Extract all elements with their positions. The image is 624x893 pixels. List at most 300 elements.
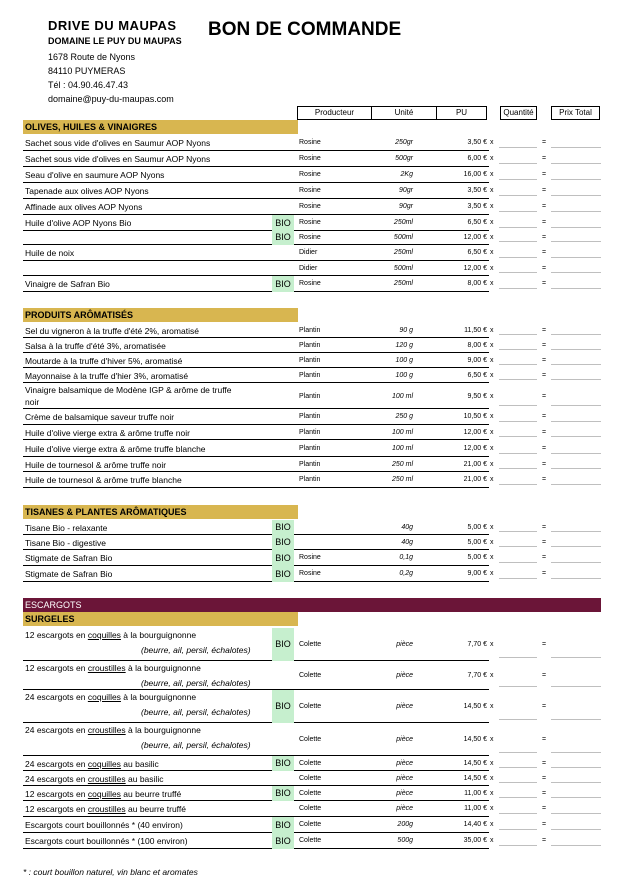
row-divider bbox=[23, 291, 489, 292]
unit-price: 8,00 € bbox=[467, 342, 487, 349]
unit-price: 9,50 € bbox=[467, 393, 487, 400]
producer: Rosine bbox=[299, 171, 321, 178]
producer: Colette bbox=[299, 805, 322, 812]
quantity-field[interactable] bbox=[499, 719, 537, 720]
total-field[interactable] bbox=[551, 436, 601, 437]
producer: Rosine bbox=[299, 187, 321, 194]
total-field[interactable] bbox=[551, 562, 601, 563]
product-name: Sel du vigneron à la truffe d'été 2%, aromatisé bbox=[25, 326, 199, 336]
equals-sign: = bbox=[542, 821, 547, 828]
unit-price: 12,00 € bbox=[463, 429, 487, 436]
product-detail: (beurre, ail, persil, échalotes) bbox=[141, 707, 251, 717]
quantity-field[interactable] bbox=[499, 531, 537, 532]
producer: Plantin bbox=[299, 372, 321, 379]
times-sign: x bbox=[490, 672, 494, 679]
unit-price: 35,00 € bbox=[463, 837, 487, 844]
unit-price: 6,50 € bbox=[467, 372, 487, 379]
quantity-field[interactable] bbox=[499, 767, 537, 768]
product-name: Escargots court bouillonnés * (40 environ) bbox=[25, 820, 183, 830]
times-sign: x bbox=[490, 760, 494, 767]
total-field[interactable] bbox=[551, 453, 601, 454]
quantity-field[interactable] bbox=[499, 334, 537, 335]
unit: 100 g bbox=[395, 372, 413, 379]
product-name: Huile de noix bbox=[25, 248, 75, 258]
product-row bbox=[23, 817, 601, 833]
total-field[interactable] bbox=[551, 484, 601, 485]
bio-badge: BIO bbox=[272, 215, 294, 231]
times-sign: x bbox=[490, 775, 494, 782]
product-row bbox=[23, 723, 601, 756]
times-sign: x bbox=[490, 139, 494, 146]
total-field[interactable] bbox=[551, 334, 601, 335]
address-city: 84110 PUYMERAS bbox=[48, 66, 126, 76]
unit-price: 11,50 € bbox=[464, 327, 487, 334]
product-name-part: 24 escargots en bbox=[25, 774, 88, 784]
total-field[interactable] bbox=[551, 686, 601, 687]
equals-sign: = bbox=[542, 203, 547, 210]
times-sign: x bbox=[490, 203, 494, 210]
address-street: 1678 Route de Nyons bbox=[48, 52, 136, 62]
total-field[interactable] bbox=[551, 845, 601, 846]
unit: 90gr bbox=[398, 187, 413, 194]
total-field[interactable] bbox=[551, 578, 601, 579]
product-name: Moutarde à la truffe d'hiver 5%, aromatisé bbox=[25, 356, 183, 366]
unit-price: 9,00 € bbox=[467, 570, 487, 577]
quantity-field[interactable] bbox=[499, 195, 537, 196]
total-field[interactable] bbox=[551, 379, 601, 380]
equals-sign: = bbox=[542, 760, 547, 767]
equals-sign: = bbox=[542, 280, 547, 287]
unit: pièce bbox=[396, 703, 413, 710]
unit-price: 21,00 € bbox=[463, 476, 487, 483]
unit: 40g bbox=[401, 524, 413, 531]
product-row bbox=[23, 520, 601, 535]
times-sign: x bbox=[490, 265, 494, 272]
product-name-part: à la bourguignonne bbox=[125, 663, 201, 673]
product-name bbox=[25, 789, 181, 799]
producer: Plantin bbox=[299, 342, 321, 349]
unit: pièce bbox=[396, 775, 413, 782]
unit-price: 11,00 € bbox=[464, 805, 487, 812]
product-row bbox=[23, 368, 601, 383]
unit: 0,2g bbox=[399, 570, 413, 577]
total-field[interactable] bbox=[551, 257, 601, 258]
total-field[interactable] bbox=[551, 405, 601, 406]
times-sign: x bbox=[490, 413, 494, 420]
times-sign: x bbox=[490, 393, 494, 400]
unit: 40g bbox=[401, 539, 413, 546]
product-row bbox=[23, 261, 601, 276]
product-name-part: au beurre truffé bbox=[120, 789, 182, 799]
unit: 500ml bbox=[393, 265, 413, 272]
unit: 100 ml bbox=[391, 393, 413, 400]
unit-price: 12,00 € bbox=[463, 234, 487, 241]
unit: 250 ml bbox=[391, 476, 413, 483]
bio-badge: BIO bbox=[272, 550, 294, 566]
times-sign: x bbox=[490, 234, 494, 241]
total-field[interactable] bbox=[551, 211, 601, 212]
bio-badge: BIO bbox=[272, 520, 294, 535]
producer: Colette bbox=[299, 760, 322, 767]
product-name bbox=[25, 774, 163, 784]
producer: Colette bbox=[299, 821, 322, 828]
unit-price: 16,00 € bbox=[463, 171, 487, 178]
bio-badge: BIO bbox=[272, 566, 294, 582]
quantity-field[interactable] bbox=[499, 484, 537, 485]
producer: Plantin bbox=[299, 413, 321, 420]
equals-sign: = bbox=[542, 539, 547, 546]
producer: Colette bbox=[299, 672, 322, 679]
total-field[interactable] bbox=[551, 272, 601, 273]
product-row bbox=[23, 135, 601, 151]
product-name: Tapenade aux olives AOP Nyons bbox=[25, 186, 149, 196]
product-name: Sachet sous vide d'olives en Saumur AOP Nyons bbox=[25, 138, 211, 148]
product-name-part: au basilic bbox=[125, 774, 164, 784]
equals-sign: = bbox=[542, 139, 547, 146]
quantity-field[interactable] bbox=[499, 211, 537, 212]
section-olives: OLIVES, HUILES & VINAIGRES bbox=[23, 120, 298, 134]
product-name: Tisane Bio - digestive bbox=[25, 538, 106, 548]
times-sign: x bbox=[490, 171, 494, 178]
row-divider bbox=[23, 487, 489, 488]
unit: 100 ml bbox=[391, 429, 413, 436]
unit-price: 6,50 € bbox=[467, 219, 487, 226]
producer: Didier bbox=[299, 249, 318, 256]
times-sign: x bbox=[490, 445, 494, 452]
product-name: Tisane Bio - relaxante bbox=[25, 523, 108, 533]
unit-price: 3,50 € bbox=[467, 203, 487, 210]
equals-sign: = bbox=[542, 249, 547, 256]
total-field[interactable] bbox=[551, 752, 601, 753]
row-divider bbox=[23, 382, 489, 383]
product-name: Huile d'olive vierge extra & arôme truffe noir bbox=[25, 428, 190, 438]
col-quantite: Quantité bbox=[500, 106, 537, 120]
product-name-part: 12 escargots en bbox=[25, 804, 88, 814]
unit: pièce bbox=[396, 641, 413, 648]
unit-price: 12,00 € bbox=[463, 265, 487, 272]
product-name-emph: coquilles bbox=[87, 692, 121, 702]
product-name-part: au basilic bbox=[120, 759, 159, 769]
unit-price: 14,40 € bbox=[463, 821, 487, 828]
product-detail: (beurre, ail, persil, échalotes) bbox=[141, 645, 251, 655]
product-name-part: à la bourguignonne bbox=[120, 692, 197, 702]
total-field[interactable] bbox=[551, 767, 601, 768]
product-name-part: 24 escargots en bbox=[25, 759, 88, 769]
product-name: Huile d'olive AOP Nyons Bio bbox=[25, 218, 132, 228]
product-name-emph: coquilles bbox=[87, 789, 121, 799]
quantity-field[interactable] bbox=[499, 546, 537, 547]
quantity-field[interactable] bbox=[499, 272, 537, 273]
equals-sign: = bbox=[542, 155, 547, 162]
total-field[interactable] bbox=[551, 163, 601, 164]
equals-sign: = bbox=[542, 790, 547, 797]
producer: Didier bbox=[299, 265, 318, 272]
product-row bbox=[23, 183, 601, 199]
times-sign: x bbox=[490, 342, 494, 349]
unit: 200g bbox=[397, 821, 413, 828]
unit: 90 g bbox=[399, 327, 413, 334]
producer: Plantin bbox=[299, 476, 321, 483]
product-row bbox=[23, 457, 601, 472]
total-field[interactable] bbox=[551, 468, 601, 469]
quantity-field[interactable] bbox=[499, 421, 537, 422]
times-sign: x bbox=[490, 524, 494, 531]
total-field[interactable] bbox=[551, 195, 601, 196]
unit-price: 12,00 € bbox=[463, 445, 487, 452]
producer: Colette bbox=[299, 790, 322, 797]
unit: 250 g bbox=[395, 413, 413, 420]
quantity-field[interactable] bbox=[499, 752, 537, 753]
times-sign: x bbox=[490, 155, 494, 162]
product-name: Stigmate de Safran Bio bbox=[25, 553, 113, 563]
unit-price: 3,50 € bbox=[467, 187, 487, 194]
unit: pièce bbox=[396, 805, 413, 812]
bio-badge: BIO bbox=[272, 230, 294, 245]
product-row bbox=[23, 409, 601, 425]
quantity-field[interactable] bbox=[499, 349, 537, 350]
unit: 500g bbox=[397, 837, 413, 844]
quantity-field[interactable] bbox=[499, 288, 537, 289]
times-sign: x bbox=[490, 805, 494, 812]
quantity-field[interactable] bbox=[499, 468, 537, 469]
producer: Rosine bbox=[299, 280, 321, 287]
product-row bbox=[23, 230, 601, 245]
total-field[interactable] bbox=[551, 813, 601, 814]
total-field[interactable] bbox=[551, 349, 601, 350]
producer: Colette bbox=[299, 703, 322, 710]
equals-sign: = bbox=[542, 775, 547, 782]
equals-sign: = bbox=[542, 265, 547, 272]
unit-price: 11,00 € bbox=[464, 790, 487, 797]
quantity-field[interactable] bbox=[499, 379, 537, 380]
quantity-field[interactable] bbox=[499, 241, 537, 242]
bio-badge: BIO bbox=[272, 756, 294, 771]
section-tisanes: TISANES & PLANTES ARÔMATIQUES bbox=[23, 505, 298, 519]
unit-price: 14,50 € bbox=[463, 775, 487, 782]
bio-badge: BIO bbox=[272, 276, 294, 292]
producer: Plantin bbox=[299, 445, 321, 452]
unit: 100 g bbox=[395, 357, 413, 364]
producer: Rosine bbox=[299, 554, 321, 561]
product-name-emph: croustilles bbox=[87, 804, 126, 814]
unit-price: 5,00 € bbox=[467, 539, 487, 546]
equals-sign: = bbox=[542, 429, 547, 436]
producer: Rosine bbox=[299, 219, 321, 226]
quantity-field[interactable] bbox=[499, 797, 537, 798]
quantity-field[interactable] bbox=[499, 227, 537, 228]
product-row bbox=[23, 323, 601, 338]
product-name: Huile d'olive vierge extra & arôme truffe blanche bbox=[25, 444, 206, 454]
total-field[interactable] bbox=[551, 657, 601, 658]
equals-sign: = bbox=[542, 461, 547, 468]
equals-sign: = bbox=[542, 413, 547, 420]
equals-sign: = bbox=[542, 342, 547, 349]
unit: 90gr bbox=[398, 203, 413, 210]
times-sign: x bbox=[490, 280, 494, 287]
col-prix-total: Prix Total bbox=[551, 106, 600, 120]
unit-price: 8,00 € bbox=[467, 280, 487, 287]
product-name bbox=[25, 663, 201, 673]
total-field[interactable] bbox=[551, 179, 601, 180]
times-sign: x bbox=[490, 821, 494, 828]
domaine-name: DOMAINE LE PUY DU MAUPAS bbox=[48, 36, 182, 46]
row-divider bbox=[23, 848, 489, 849]
product-row bbox=[23, 215, 601, 231]
col-producteur: Producteur bbox=[297, 106, 372, 120]
product-row bbox=[23, 690, 601, 723]
producer: Rosine bbox=[299, 203, 321, 210]
quantity-field[interactable] bbox=[499, 845, 537, 846]
product-name-emph: croustilles bbox=[87, 774, 126, 784]
product-name: Vinaigre balsamique de Modène IGP & arôme de truffe bbox=[25, 385, 232, 395]
unit: pièce bbox=[396, 672, 413, 679]
product-name-part: 12 escargots en bbox=[25, 630, 88, 640]
product-name-part: 12 escargots en bbox=[25, 663, 88, 673]
quantity-field[interactable] bbox=[499, 562, 537, 563]
product-name: Vinaigre de Safran Bio bbox=[25, 279, 110, 289]
total-field[interactable] bbox=[551, 719, 601, 720]
times-sign: x bbox=[490, 641, 494, 648]
product-row bbox=[23, 833, 601, 849]
total-field[interactable] bbox=[551, 227, 601, 228]
times-sign: x bbox=[490, 837, 494, 844]
quantity-field[interactable] bbox=[499, 453, 537, 454]
equals-sign: = bbox=[542, 372, 547, 379]
producer: Rosine bbox=[299, 155, 321, 162]
equals-sign: = bbox=[542, 736, 547, 743]
bio-badge: BIO bbox=[272, 535, 294, 550]
equals-sign: = bbox=[542, 219, 547, 226]
producer: Colette bbox=[299, 736, 322, 743]
unit: 500gr bbox=[395, 155, 413, 162]
product-name: Huile de tournesol & arôme truffe noir bbox=[25, 460, 167, 470]
quantity-field[interactable] bbox=[499, 405, 537, 406]
product-name: Seau d'olive en saumure AOP Nyons bbox=[25, 170, 165, 180]
unit-price: 3,50 € bbox=[467, 139, 487, 146]
product-detail: (beurre, ail, persil, échalotes) bbox=[141, 678, 251, 688]
unit-price: 14,50 € bbox=[463, 736, 487, 743]
total-field[interactable] bbox=[551, 782, 601, 783]
product-name: Crème de balsamique saveur truffe noir bbox=[25, 412, 175, 422]
times-sign: x bbox=[490, 570, 494, 577]
unit: 120 g bbox=[395, 342, 413, 349]
product-name-emph: croustilles bbox=[87, 663, 126, 673]
quantity-field[interactable] bbox=[499, 657, 537, 658]
product-name-emph: croustilles bbox=[87, 725, 126, 735]
product-row bbox=[23, 151, 601, 167]
equals-sign: = bbox=[542, 805, 547, 812]
quantity-field[interactable] bbox=[499, 147, 537, 148]
col-unite: Unité bbox=[371, 106, 437, 120]
times-sign: x bbox=[490, 187, 494, 194]
times-sign: x bbox=[490, 736, 494, 743]
unit: pièce bbox=[396, 790, 413, 797]
equals-sign: = bbox=[542, 837, 547, 844]
unit: 250ml bbox=[393, 249, 413, 256]
product-row bbox=[23, 472, 601, 488]
unit: pièce bbox=[396, 736, 413, 743]
unit-price: 5,00 € bbox=[467, 524, 487, 531]
total-field[interactable] bbox=[551, 421, 601, 422]
product-name-part: 24 escargots en bbox=[25, 692, 88, 702]
product-row bbox=[23, 199, 601, 215]
bio-badge: BIO bbox=[272, 786, 294, 801]
producer: Plantin bbox=[299, 461, 321, 468]
product-name bbox=[25, 692, 196, 702]
product-name-emph: coquilles bbox=[87, 759, 121, 769]
product-row bbox=[23, 353, 601, 368]
times-sign: x bbox=[490, 554, 494, 561]
equals-sign: = bbox=[542, 641, 547, 648]
equals-sign: = bbox=[542, 524, 547, 531]
bio-badge: BIO bbox=[272, 817, 294, 833]
total-field[interactable] bbox=[551, 829, 601, 830]
quantity-field[interactable] bbox=[499, 782, 537, 783]
quantity-field[interactable] bbox=[499, 686, 537, 687]
unit-price: 14,50 € bbox=[463, 703, 487, 710]
equals-sign: = bbox=[542, 393, 547, 400]
quantity-field[interactable] bbox=[499, 578, 537, 579]
product-row bbox=[23, 771, 601, 786]
product-detail: (beurre, ail, persil, échalotes) bbox=[141, 740, 251, 750]
unit-price: 7,70 € bbox=[467, 672, 487, 679]
total-field[interactable] bbox=[551, 364, 601, 365]
unit: 500ml bbox=[393, 234, 413, 241]
total-field[interactable] bbox=[551, 288, 601, 289]
times-sign: x bbox=[490, 539, 494, 546]
footnote: * : court bouillon naturel, vin blanc et aromates bbox=[23, 867, 198, 877]
total-field[interactable] bbox=[551, 797, 601, 798]
total-field[interactable] bbox=[551, 147, 601, 148]
total-field[interactable] bbox=[551, 241, 601, 242]
product-name-part: 24 escargots en bbox=[25, 725, 88, 735]
product-name: Stigmate de Safran Bio bbox=[25, 569, 113, 579]
product-name-part: à la bourguignonne bbox=[120, 630, 197, 640]
unit-price: 9,00 € bbox=[467, 357, 487, 364]
address-phone: Tél : 04.90.46.47.43 bbox=[48, 80, 129, 90]
producer: Plantin bbox=[299, 429, 321, 436]
times-sign: x bbox=[490, 219, 494, 226]
bio-badge: BIO bbox=[272, 628, 294, 661]
total-field[interactable] bbox=[551, 531, 601, 532]
quantity-field[interactable] bbox=[499, 163, 537, 164]
product-row bbox=[23, 535, 601, 550]
quantity-field[interactable] bbox=[499, 813, 537, 814]
quantity-field[interactable] bbox=[499, 829, 537, 830]
row-divider bbox=[23, 581, 489, 582]
product-name bbox=[25, 630, 196, 640]
product-row bbox=[23, 245, 601, 261]
producer: Rosine bbox=[299, 139, 321, 146]
unit: 250ml bbox=[393, 219, 413, 226]
producer: Plantin bbox=[299, 393, 321, 400]
unit-price: 7,70 € bbox=[467, 641, 487, 648]
bio-badge: BIO bbox=[272, 690, 294, 723]
times-sign: x bbox=[490, 429, 494, 436]
unit-price: 6,50 € bbox=[467, 249, 487, 256]
section-escargots: ESCARGOTS bbox=[23, 598, 601, 612]
quantity-field[interactable] bbox=[499, 436, 537, 437]
section-aromatises: PRODUITS ARÔMATISÉS bbox=[23, 308, 298, 322]
equals-sign: = bbox=[542, 234, 547, 241]
product-row bbox=[23, 756, 601, 771]
quantity-field[interactable] bbox=[499, 257, 537, 258]
total-field[interactable] bbox=[551, 546, 601, 547]
quantity-field[interactable] bbox=[499, 179, 537, 180]
unit-price: 6,00 € bbox=[467, 155, 487, 162]
quantity-field[interactable] bbox=[499, 364, 537, 365]
row-divider bbox=[23, 439, 489, 440]
